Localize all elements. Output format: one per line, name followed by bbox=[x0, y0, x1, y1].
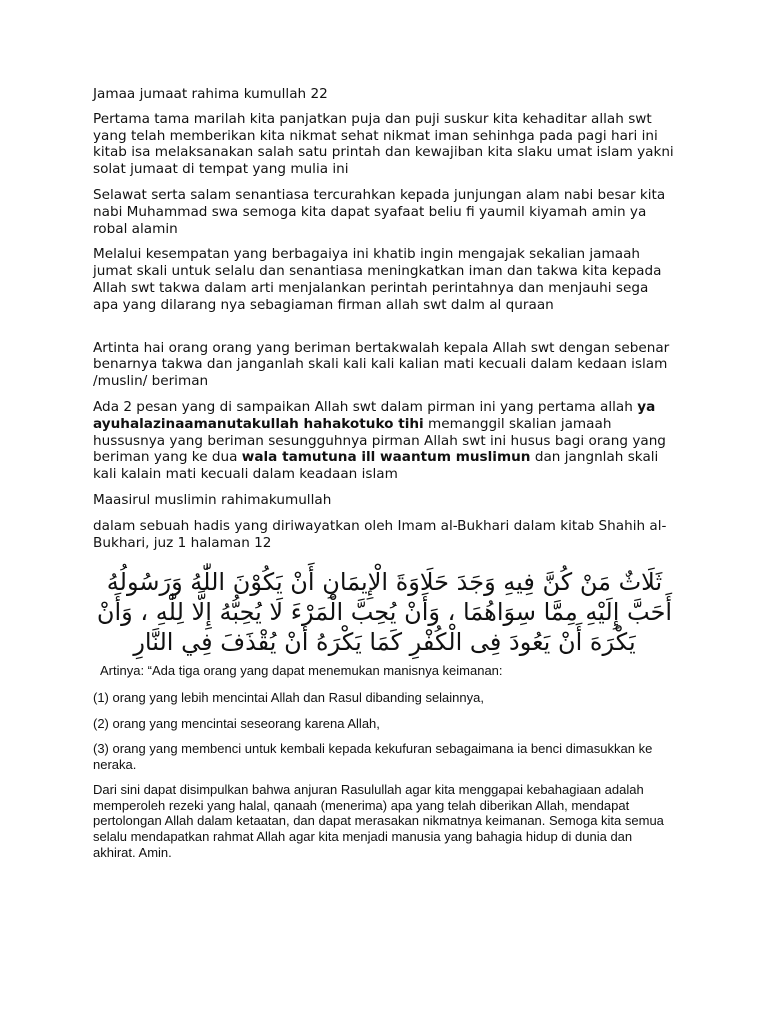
text-run: dan jangnlah skali kali kalain mati kecuali dalam keadaan islam bbox=[93, 449, 659, 483]
paragraph-greeting: Maasirul muslimin rahimakumullah bbox=[93, 491, 332, 508]
text-run: memanggil skalian jamaah hussusnya yang beriman sesungguhnya pirman Allah swt ini husus bagi orang yang beriman yang ke dua bbox=[93, 415, 666, 466]
paragraph-selawat: Selawat serta salam senantiasa tercurahkan kepada junjungan alam nabi besar kita nabi Muhammad swa semoga kita dapat syafaat beliu fi yaumil kiyamah amin ya robal alamin bbox=[93, 186, 666, 237]
bold-phrase-wala-tamutuna: wala tamutuna ill waantum muslimun bbox=[241, 449, 531, 466]
translation-intro: Artinya: “Ada tiga orang yang dapat menemukan manisnya keimanan: bbox=[100, 663, 503, 679]
text-run: Ada 2 pesan yang di sampaikan Allah swt dalam pirman ini yang pertama allah bbox=[93, 398, 638, 415]
sermon-title: Jamaa jumaat rahima kumullah 22 bbox=[93, 86, 328, 102]
paragraph-opening: Pertama tama marilah kita panjatkan puja dan puji suskur kita kehaditar allah swt yang telah memberikan kita nikmat sehat nikmat iman sehinhga pada pagi hari ini kitab isa melaksanakan salah satu printah dan kewajiban kita slaku umat islam yakni solat jumaat di tempat yang mulia ini bbox=[93, 110, 674, 178]
closing-paragraph: Dari sini dapat disimpulkan bahwa anjuran Rasulullah agar kita menggapai kebahagiaan adalah memperoleh rezeki yang halal, qanaah (menerima) apa yang telah diberikan Allah, mendapat pertolongan Allah dalam ketaatan, dan dapat merasakan nikmatnya keimanan. Semoga kita semua selalu mendapatkan rahmat Allah agar kita menjadi manusia yang bahagia hidup di dunia dan akhirat. Amin. bbox=[93, 782, 664, 860]
bold-phrase-ayuhalazina: ya ayuhalazinaamanutakullah hahakotuko tihi bbox=[93, 398, 656, 432]
translation-item-3: (3) orang yang membenci untuk kembali kepada kekufuran sebagaimana ia benci dimasukkan ke neraka. bbox=[93, 741, 653, 772]
arabic-hadith-text: ثَلَاثٌ مَنْ كُنَّ فِيهِ وَجَدَ حَلَاوَةَ الْإِيمَانِ أَنْ يَكُوْنَ اللّٰهُ وَرَسُولُهُ أَحَبَّ إِلَيْهِ مِمَّا سِوَاهُمَا ، وَأَنْ يُحِبَّ الْمَرْءَ لَا يُحِبُّهُ إِلَّا لِلّٰهِ ، وَأَنْ يَكْرَهَ أَنْ يَعُودَ فِى الْكُفْرِ كَمَا يَكْرَهُ أَنْ يُقْذَفَ فِي النَّارِ bbox=[96, 568, 673, 657]
translation-item-2: (2) orang yang mencintai seseorang karena Allah, bbox=[93, 715, 380, 731]
translation-item-1: (1) orang yang lebih mencintai Allah dan Rasul dibanding selainnya, bbox=[93, 689, 484, 705]
paragraph-hadith-source: dalam sebuah hadis yang diriwayatkan oleh Imam al-Bukhari dalam kitab Shahih al-Bukhari, juz 1 halaman 12 bbox=[93, 517, 667, 551]
paragraph-artinya-ayat: Artinta hai orang orang yang beriman bertakwalah kepala Allah swt dengan sebenar benarnya takwa dan janganlah skali kali kali kalian mati kecuali dalam kedaan islam /muslin/ beriman bbox=[93, 339, 670, 390]
paragraph-two-messages bbox=[93, 399, 676, 483]
paragraph-takwa: Melalui kesempatan yang berbagaiya ini khatib ingin mengajak sekalian jamaah jumat skali untuk selalu dan senantiasa meningkatkan iman dan takwa kita kepada Allah swt takwa dalam arti menjalankan perintah perintahnya dan menjauhi sega apa yang dilarang nya sebagiaman firman allah swt dalm al quraan bbox=[93, 246, 662, 313]
